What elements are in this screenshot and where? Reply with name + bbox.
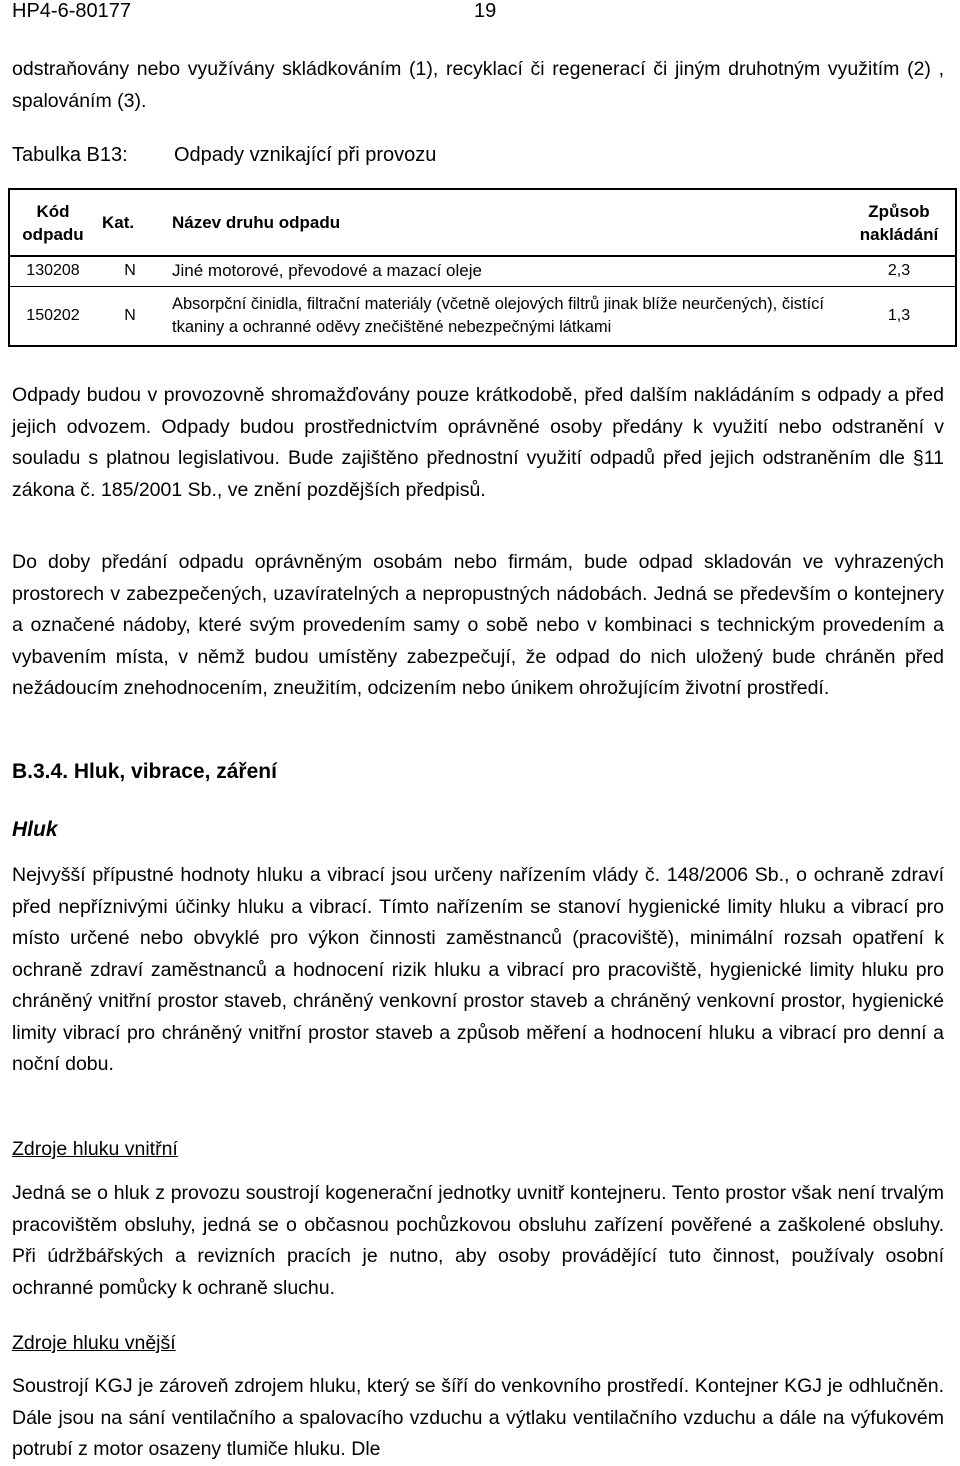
section-heading: B.3.4. Hluk, vibrace, záření: [12, 760, 277, 783]
header-name: Název druhu odpadu: [172, 213, 341, 232]
table-row: [9, 286, 956, 346]
waste-table: [8, 188, 957, 347]
cell-code: 150202: [26, 306, 80, 324]
header-category: Kat.: [102, 213, 135, 232]
paragraph-containers: Do doby předání odpadu oprávněným osobám nebo firmám, bude odpad skladován ve vyhrazených prostorech v zabezpečených, uzavíratelných a nepropustných nádobách. Jedná se především o kontejnery a označené nádoby, které svým provedením samy o sobě nebo v kombinaci s technickým provedením a vybavením místa, v němž budou umístěny zabezpečují, že odpad do nich uložený bude chráněn před nežádoucím znehodnocením, zneužitím, odcizením nebo únikem ohrožujícím životní prostředí.: [12, 551, 944, 699]
cell-category: N: [124, 262, 136, 280]
cell-method: 1,3: [887, 306, 911, 324]
table-caption-label: Tabulka B13:: [12, 144, 128, 166]
intro-paragraph: odstraňovány nebo využívány skládkováním (1), recyklací či regenerací či jiným druhotným využitím (2) , spalováním (3).: [12, 58, 944, 112]
paragraph-internal-sources: Jedná se o hluk z provozu soustrojí kogenerační jednotky uvnitř kontejneru. Tento prostor však není trvalým pracovištěm obsluhy, jedná se o občasnou pochůzkovou obsluhu zařízení pověřené a zaškolené obsluhy. Při údržbářských a revizních pracích je nutno, aby osoby provádějící tuto činnost, používaly osobní ochranné pomůcky k ochraně sluchu.: [12, 1182, 944, 1299]
paragraph-limits: Nejvyšší přípustné hodnoty hluku a vibrací jsou určeny nařízením vlády č. 148/2006 Sb., o ochraně zdraví před nepříznivými účinky hluku a vibrací. Tímto nařízením se stanoví hygienické limity hluku a vibrací pro místo určené nebo obvyklé pro výkon činnosti zaměstnanců (pracoviště), minimální rozsah opatření k ochraně zdraví zaměstnanců a hodnocení rizik hluku a vibrací pro pracoviště, hygienické limity hluku pro chráněný vnitřní prostor staveb, chráněný venkovní prostor staveb a chráněný venkovní prostor, hygienické limity vibrací pro chráněný vnitřní prostor staveb a způsob měření a hodnocení hluku a vibrací pro denní a noční dobu.: [12, 864, 944, 1075]
cell-category: N: [124, 306, 136, 324]
paragraph-storage: Odpady budou v provozovně shromažďovány pouze krátkodobě, před dalším nakládáním s odpady a před jejich odvozem. Odpady budou prostřednictvím oprávněné osoby předány k využití nebo odstranění v souladu s platnou legislativou. Bude zajištěno přednostní využití odpadů před jejich odstraněním dle §11 zákona č. 185/2001 Sb., ve znění pozdějších předpisů.: [12, 384, 944, 501]
cell-method: 2,3: [887, 262, 911, 280]
header-method: Způsob nakládání: [859, 201, 939, 244]
header-code: Kód odpadu: [22, 201, 84, 244]
heading-internal-sources: Zdroje hluku vnitřní: [12, 1138, 178, 1160]
subsection-heading: Hluk: [12, 818, 58, 841]
table-caption: [12, 144, 436, 167]
page-number: 19: [474, 0, 497, 22]
cell-name: Jiné motorové, převodové a mazací oleje: [172, 261, 482, 281]
document-code: HP4-6-80177: [12, 0, 131, 22]
table-row: [9, 256, 956, 286]
table-header-row: [9, 189, 956, 256]
heading-external-sources: Zdroje hluku vnější: [12, 1332, 176, 1354]
table-caption-title: Odpady vznikající při provozu: [174, 144, 437, 166]
cell-code: 130208: [26, 262, 80, 280]
paragraph-external-sources: Soustrojí KGJ je zároveň zdrojem hluku, který se šíří do venkovního prostředí. Kontejner KGJ je odhlučněn. Dále jsou na sání ventilačního a spalovacího vzduchu a výtlaku ventilačního vzduchu a dále na výfukovém potrubí z motor osazeny tlumiče hluku. Dle: [12, 1375, 944, 1460]
page-header: [12, 0, 948, 24]
cell-name: Absorpční činidla, filtrační materiály (včetně olejových filtrů jinak blíže neurčených), čistící tkaniny a ochranné oděvy znečištěné nebezpečnými látkami: [172, 294, 825, 336]
